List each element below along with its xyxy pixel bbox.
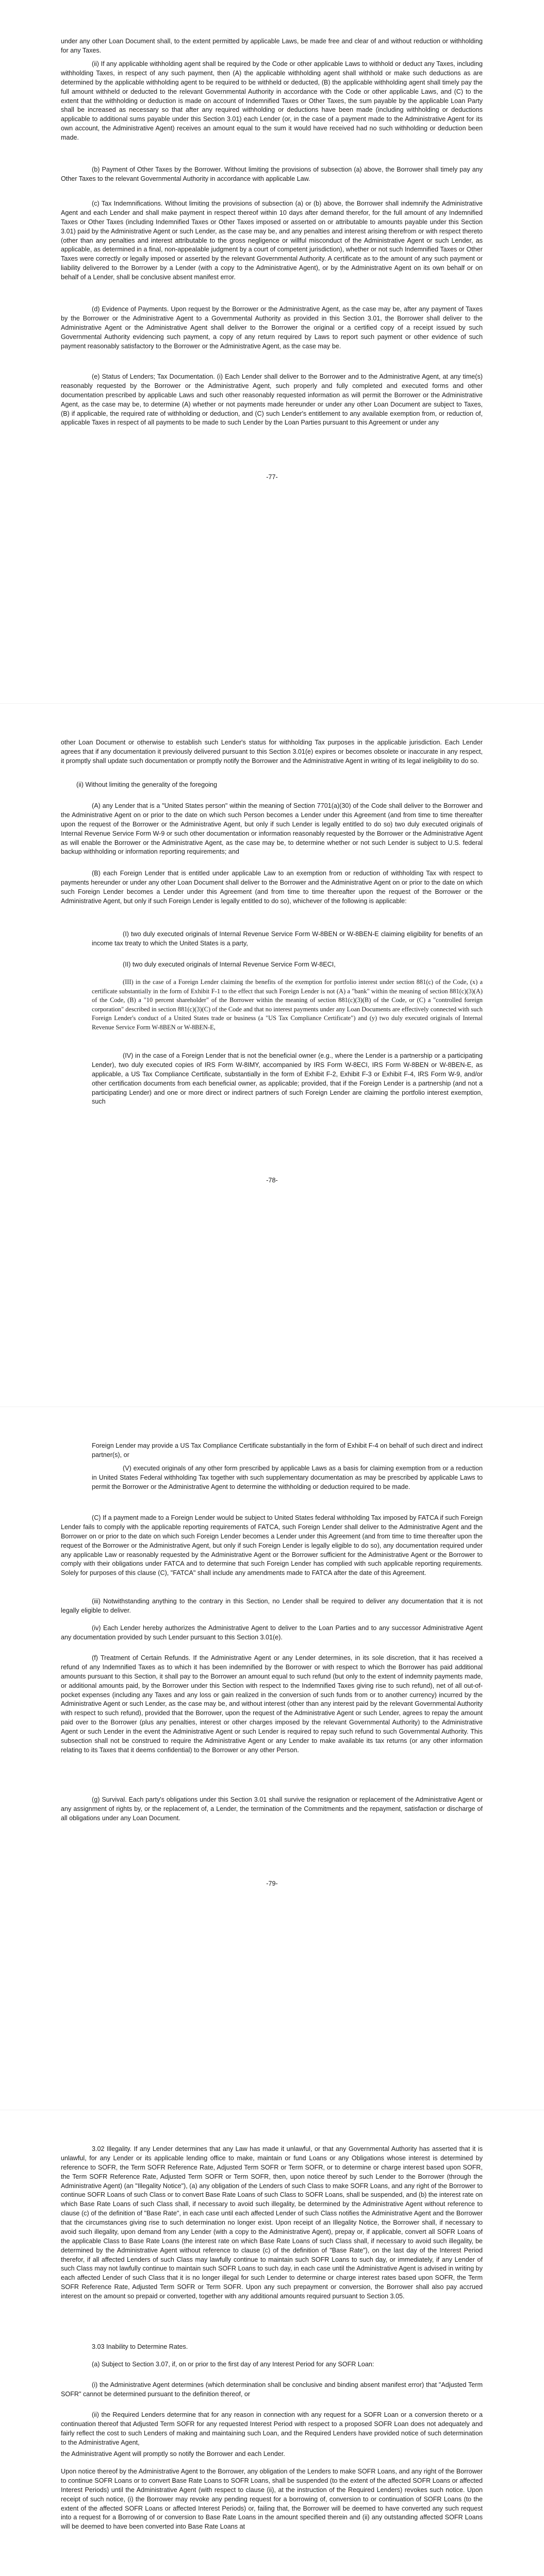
- paragraph-e-ii-A: (A) any Lender that is a "United States person" within the meaning of Section 7701(a)(30) of the Code shall deliver to the Borrower and the Administrative Agent on or prior to the date on which such Person becomes a Lender under this Agreement (and from time to time thereafter upon the request of the Borrower or the Administrative Agent, but only if such Lender is legally entitled to do so) two duly executed originals of Internal Revenue Service Form W-9 or such other documentation or information reasonably requested by the Borrower or the Administrative Agent as will enable the Borrower or the Administrative Agent, as the case may be, to determine whether or not such Lender is subject to U.S. federal backup withholding or information reporting requirements; and: [61, 802, 483, 856]
- paragraph-e-ii-C-fatca: (C) If a payment made to a Foreign Lender would be subject to United States federal withholding Tax imposed by FATCA if such Foreign Lender fails to comply with the applicable reporting requirements of FATCA, such Foreign Lender shall deliver to the Administrative Agent and the Borrower on or prior to the date on which such Foreign Lender becomes a Lender under this Agreement (and from time to time thereafter upon the request of the Borrower or the Administrative Agent, but only if such Foreign Lender is legally eligible to do so), any documentation required under any applicable Law or reasonably requested by the Administrative Agent or the Borrower sufficient for the Administrative Agent or the Borrower to comply with their obligations under FATCA and to determine that such Foreign Lender has complied with such applicable reporting requirements. Solely for purposes of this clause (C), "FATCA" shall include any amendments made to FATCA after the date of this Agreement.: [61, 1514, 483, 1577]
- paragraph-e-iv: (iv) Each Lender hereby authorizes the Administrative Agent to deliver to the Loan Parties and to any successor Administrative Agent any documentation provided by such Lender pursuant to this Section 3.01(e).: [61, 1624, 483, 1641]
- paragraph-3-03-a-ii: (ii) the Required Lenders determine that for any reason in connection with any request for a SOFR Loan or a conversion thereto or a continuation thereof that Adjusted Term SOFR for any requested Interest Period with respect to a proposed SOFR Loan does not adequately and fairly reflect the cost to such Lenders of making and maintaining such Loan, and the Required Lenders have provided notice of such determination to the Administrative Agent,: [61, 2411, 483, 2446]
- paragraph-a-ii: (ii) If any applicable withholding agent shall be required by the Code or other applicable Laws to withhold or deduct any Taxes, including withholding Taxes, in respect of any such payment, then (A) the applicable withholding agent shall withhold or make such deductions as are determined by the applicable withholding agent to be required to be withheld or deducted, (B) the applicable withholding agent shall timely pay the full amount withheld or deducted to the relevant Governmental Authority in accordance with the Code or other applicable Laws, and (C) to the extent that the withholding or deduction is made on account of Indemnified Taxes or Other Taxes, the sum payable by the applicable Loan Party shall be increased as necessary so that after any required withholding or deductions have been made (including withholding or deductions applicable to additional sums payable under this Section 3.01) each Lender (or, in the case of a payment made to the Administrative Agent for its own account, the Administrative Agent) receives an amount equal to the sum it would have received had no such withholding or deduction been made.: [61, 60, 483, 141]
- paragraph-3-03-a: (a) Subject to Section 3.07, if, on or prior to the first day of any Interest Period for any SOFR Loan:: [92, 2361, 374, 2368]
- paragraph-3-03-a-i: (i) the Administrative Agent determines (which determination shall be conclusive and binding absent manifest error) that "Adjusted Term SOFR" cannot be determined pursuant to the definition thereof, or: [61, 2381, 483, 2398]
- paragraph-e-ii-B-V: (V) executed originals of any other form prescribed by applicable Laws as a basis for claiming exemption from or a reduction in United States Federal withholding Tax together with such supplementary documentation as may be prescribed by applicable Laws to permit the Borrower or the Administrative Agent to determine the withholding or deduction required to be made.: [92, 1465, 483, 1490]
- paragraph-c-tax-indemnifications: (c) Tax Indemnifications. Without limiting the provisions of subsection (a) or (b) above, the Borrower shall indemnify the Administrative Agent and each Lender and shall make payment in respect thereof within 10 days after demand therefor, for the full amount of any Indemnified Taxes or Other Taxes (including Indemnified Taxes or Other Taxes imposed or asserted on or attributable to amounts payable under this Section 3.01) paid by the Administrative Agent or such Lender, as the case may be, and any penalties and interest arising therefrom or with respect thereto (other than any penalties and interest attributable to the gross negligence or willful misconduct of the Administrative Agent or such Lender, as applicable, as determined in a final, non-appealable judgment by a court of competent jurisdiction), whether or not such Indemnified Taxes or Other Taxes were correctly or legally imposed or asserted by the relevant Governmental Authority. A certificate as to the amount of any such payment or liability delivered to the Borrower by a Lender (with a copy to the Administrative Agent), or by the Administrative Agent on its own behalf or on behalf of a Lender, shall be conclusive absent manifest error.: [61, 200, 483, 281]
- paragraph-e-ii-B: (B) each Foreign Lender that is entitled under applicable Law to an exemption from or reduction of withholding Tax with respect to payments hereunder or under any other Loan Document shall deliver to the Borrower and the Administrative Agent on or prior to the date on which such Foreign Lender becomes a Lender under this Agreement (and from time to time thereafter upon the request of the Borrower or the Administrative Agent, but only if such Foreign Lender is legally entitled to do so), whichever of the following is applicable:: [61, 870, 483, 905]
- paragraph-e-iii: (iii) Notwithstanding anything to the contrary in this Section, no Lender shall be required to deliver any documentation that it is not legally eligible to deliver.: [61, 1598, 483, 1614]
- page-divider: [0, 1406, 544, 1407]
- paragraph-e-ii-B-IV-tail: Foreign Lender may provide a US Tax Compliance Certificate substantially in the form of Exhibit F-4 on behalf of such direct and indirect partner(s), or: [92, 1442, 483, 1459]
- page-divider: [0, 703, 544, 704]
- paragraph-e-ii: (ii) Without limiting the generality of the foregoing: [76, 781, 217, 788]
- paragraph-e-status-of-lenders: (e) Status of Lenders; Tax Documentation. (i) Each Lender shall deliver to the Borrower and to the Administrative Agent, at any time(s) reasonably requested by the Borrower or the Administrative Agent, such properly and fully completed and executed forms and other documentation prescribed by applicable Laws and such other reasonably requested information as will permit the Borrower or the Administrative Agent, as the case may be, to determine (A) whether or not payments made hereunder or under any other Loan Document are subject to Taxes, (B) if applicable, the required rate of withholding or deduction, and (C) such Lender's entitlement to any available exemption from, or reduction of, applicable Taxes in respect of all payments to be made to such Lender by the Loan Parties pursuant to this Agreement or under any: [61, 373, 483, 427]
- paragraph-notify-borrower: the Administrative Agent will promptly so notify the Borrower and each Lender.: [61, 2450, 285, 2458]
- paragraph-e-ii-B-IV: (IV) in the case of a Foreign Lender that is not the beneficial owner (e.g., where the Lender is a partnership or a participating Lender), two duly executed copies of IRS Form W-8IMY, accompanied by IRS Form W-8ECI, IRS Form W-8BEN or W-8BEN-E, as applicable, a US Tax Compliance Certificate, substantially in the form of Exhibit F-2, Exhibit F-3 or Exhibit F-4, IRS Form W-9, and/or other certification documents from each beneficial owner, as applicable; provided, that if the Foreign Lender is a partnership (and not a participating Lender) and one or more direct or indirect partners of such Foreign Lender are claiming the portfolio interest exemption, such: [92, 1052, 483, 1106]
- paragraph-e-ii-B-III: (III) in the case of a Foreign Lender claiming the benefits of the exemption for portfolio interest under section 881(c) of the Code, (x) a certificate substantially in the form of Exhibit F-1 to the effect that such Foreign Lender is not (A) a "bank" within the meaning of section 881(c)(3)(A) of the Code, (B) a "10 percent shareholder" of the Borrower within the meaning of section 881(c)(3)(B) of the Code, or (C) a "controlled foreign corporation" described in section 881(c)(3)(C) of the Code and that no interest payments under any Loan Documents are effectively connected with such Foreign Lender's conduct of a United States trade or business (a "US Tax Compliance Certificate") and (y) two duly executed originals of Internal Revenue Service Form W-8BEN or W-8BEN-E,: [92, 978, 483, 1031]
- paragraph-f-certain-refunds: (f) Treatment of Certain Refunds. If the Administrative Agent or any Lender determines, in its sole discretion, that it has received a refund of any Indemnified Taxes as to which it has been indemnified by the Borrower or with respect to which the Borrower has paid additional amounts pursuant to this Section, it shall pay to the Borrower an amount equal to such refund (but only to the extent of indemnity payments made, or additional amounts paid, by the Borrower under this Section with respect to the Indemnified Taxes giving rise to such refund), net of all out-of-pocket expenses (including any Taxes and any loss or gain realized in the conversion of such funds from or to another currency) incurred by the Administrative Agent or such Lender, as the case may be, and without interest (other than any interest paid by the relevant Governmental Authority with respect to such refund), provided that the Borrower, upon the request of the Administrative Agent or such Lender, agrees to repay the amount paid over to the Borrower (plus any penalties, interest or other charges imposed by the relevant Governmental Authority) to the Administrative Agent or such Lender in the event the Administrative Agent or such Lender is required to repay such refund to such Governmental Authority. This subsection shall not be construed to require the Administrative Agent or any Lender to make available its tax returns (or any other information relating to its Taxes that it deems confidential) to the Borrower or any other Person.: [61, 1654, 483, 1754]
- paragraph-e-i-tail: other Loan Document or otherwise to establish such Lender's status for withholding Tax purposes in the applicable jurisdiction. Each Lender agrees that if any documentation it previously delivered pursuant to this Section 3.01(e) expires or becomes obsolete or inaccurate in any respect, it promptly shall update such documentation or promptly notify the Borrower and the Administrative Agent in writing of its legal ineligibility to do so.: [61, 739, 483, 765]
- paragraph-e-ii-B-II: (II) two duly executed originals of Internal Revenue Service Form W-8ECI,: [123, 961, 336, 968]
- paragraph-d-evidence-of-payments: (d) Evidence of Payments. Upon request by the Borrower or the Administrative Agent, as the case may be, after any payment of Taxes by the Borrower or the Administrative Agent to a Governmental Authority as provided in this Section 3.01, the Borrower shall deliver to the Administrative Agent or the Administrative Agent shall deliver to the Borrower the original or a certified copy of a receipt issued by such Governmental Authority evidencing such payment, a copy of any return required by Laws to report such payment or other evidence of such payment reasonably satisfactory to the Borrower or the Administrative Agent, as the case may be.: [61, 306, 483, 350]
- paragraph-g-survival: (g) Survival. Each party's obligations under this Section 3.01 shall survive the resignation or replacement of the Administrative Agent or any assignment of rights by, or the replacement of, a Lender, the termination of the Commitments and the repayment, satisfaction or discharge of all obligations under any Loan Document.: [61, 1796, 483, 1822]
- paragraph-a-i-tail: under any other Loan Document shall, to the extent permitted by applicable Laws, be made free and clear of and without reduction or withholding for any Taxes.: [61, 38, 483, 54]
- section-3-03-heading: 3.03 Inability to Determine Rates.: [92, 2343, 188, 2350]
- page-number-77: -77-: [266, 473, 278, 481]
- page-number-78: -78-: [266, 1177, 278, 1184]
- section-3-02-illegality: 3.02 Illegality. If any Lender determines that any Law has made it unlawful, or that any Governmental Authority has asserted that it is unlawful, for any Lender or its applicable lending office to make, maintain or fund Loans or any Obligations whose interest is determined by reference to SOFR, the Term SOFR Reference Rate, Adjusted Term SOFR or Term SOFR, or to determine or charge interest based upon SOFR, the Term SOFR Reference Rate, Adjusted Term SOFR or Term SOFR, then, upon notice thereof by such Lender to the Borrower (through the Administrative Agent) (an "Illegality Notice"), (a) any obligation of the Lenders of such Class to make SOFR Loans, and any right of the Borrower to continue SOFR Loans of such Class or to convert Base Rate Loans of such Class to SOFR Loans, shall be suspended, and (b) the interest rate on which Base Rate Loans of such Class shall, if necessary to avoid such illegality, be determined by the Administrative Agent without reference to clause (c) of the definition of "Base Rate", in each case until each affected Lender of such Class notifies the Administrative Agent and the Borrower that the circumstances giving rise to such determination no longer exist. Upon receipt of an Illegality Notice, the Borrower shall, if necessary to avoid such illegality, upon demand from any Lender (with a copy to the Administrative Agent), prepay or, if applicable, convert all SOFR Loans of the applicable Class to Base Rate Loans (the interest rate on which Base Rate Loans of such Class shall, if necessary to avoid such illegality, be determined by the Administrative Agent without reference to clause (c) of the definition of "Base Rate"), on the last day of the Interest Period therefor, if all affected Lenders of such Class may lawfully continue to maintain such SOFR Loans to such day, or immediately, if any Lender of such Class may not lawfully continue to maintain such SOFR Loans to such day, in each case until the Administrative Agent is advised in writing by each affected Lender of such Class that it is no longer illegal for such Lender to determine or charge interest rates based upon SOFR, the Term SOFR Reference Rate, Adjusted Term SOFR or Term SOFR. Upon any such prepayment or conversion, the Borrower shall also pay accrued interest on the amount so prepaid or converted, together with any additional amounts required pursuant to Section 3.05.: [61, 2145, 483, 2300]
- paragraph-b-payment-of-other-taxes: (b) Payment of Other Taxes by the Borrower. Without limiting the provisions of subsection (a) above, the Borrower shall timely pay any Other Taxes to the relevant Governmental Authority in accordance with applicable Law.: [61, 166, 483, 182]
- paragraph-upon-notice: Upon notice thereof by the Administrative Agent to the Borrower, any obligation of the Lenders to make SOFR Loans, and any right of the Borrower to continue SOFR Loans or to convert Base Rate Loans to SOFR Loans, shall be suspended (to the extent of the affected SOFR Loans or affected Interest Periods) until the Administrative Agent (with respect to clause (ii), at the instruction of the Required Lenders) revokes such notice. Upon receipt of such notice, (i) the Borrower may revoke any pending request for a borrowing of, conversion to or continuation of SOFR Loans (to the extent of the affected SOFR Loans or affected Interest Periods) or, failing that, the Borrower will be deemed to have converted any such request into a request for a Borrowing of or conversion to Base Rate Loans in the amount specified therein and (ii) any outstanding affected SOFR Loans will be deemed to have been converted into Base Rate Loans at: [61, 2468, 483, 2531]
- page-number-79: -79-: [266, 1880, 278, 1887]
- paragraph-e-ii-B-I: (I) two duly executed originals of Internal Revenue Service Form W-8BEN or W-8BEN-E claiming eligibility for benefits of an income tax treaty to which the United States is a party,: [92, 930, 483, 947]
